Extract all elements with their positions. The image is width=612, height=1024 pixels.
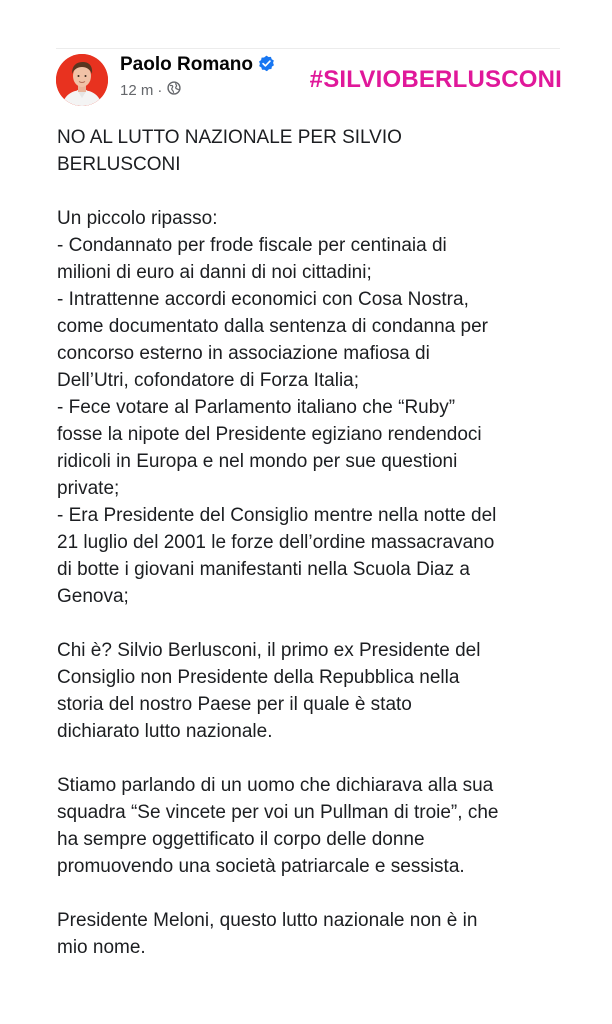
post-text-line: Genova; [57,586,129,607]
post-text-line: - Fece votare al Parlamento italiano che “Ruby” [57,397,456,418]
post-timestamp[interactable]: 12 m [120,81,154,99]
post-text-line: milioni di euro ai danni di noi cittadini; [57,262,372,283]
paragraph-spacer [57,178,577,205]
post-text-line: BERLUSCONI [57,154,181,175]
post-text-line: come documentato dalla sentenza di condanna per [57,316,488,337]
author-name-row [120,54,275,78]
post-text-line: Dell’Utri, cofondatore di Forza Italia; [57,370,360,391]
post-text-line: - Era Presidente del Consiglio mentre nella notte del [57,505,497,526]
post-text-line: di botte i giovani manifestanti nella Scuola Diaz a [57,559,470,580]
post-text-line: promuovendo una società patriarcale e sessista. [57,856,465,877]
post-text-line: - Intrattenne accordi economici con Cosa Nostra, [57,289,469,310]
post-text-line: mio nome. [57,937,146,958]
post-body [57,124,577,961]
post-paragraph [57,637,577,745]
post-text-line: squadra “Se vincete per voi un Pullman di troie”, che [57,802,499,823]
paragraph-spacer [57,610,577,637]
post-paragraph [57,205,577,610]
post-text-line: storia del nostro Paese per il quale è stato [57,694,412,715]
post-text-line: Chi è? Silvio Berlusconi, il primo ex Presidente del [57,640,481,661]
globe-icon[interactable] [167,81,181,99]
post-text-line: Consiglio non Presidente della Repubblica nella [57,667,460,688]
hashtag-label[interactable]: #SILVIOBERLUSCONI [309,66,562,93]
post-text-line: ridicoli in Europa e nel mondo per sue questioni [57,451,458,472]
post-text-line: 21 luglio del 2001 le forze dell’ordine massacravano [57,532,495,553]
post-text-line: Stiamo parlando di un uomo che dichiarava alla sua [57,775,494,796]
post-text-line: NO AL LUTTO NAZIONALE PER SILVIO [57,127,402,148]
verified-badge-icon [258,55,275,78]
post-text-line: ha sempre oggettificato il corpo delle donne [57,829,425,850]
paragraph-spacer [57,745,577,772]
post-text-line: - Condannato per frode fiscale per centinaia di [57,235,447,256]
post-text-line: concorso esterno in associazione mafiosa di [57,343,430,364]
paragraph-spacer [57,880,577,907]
post-text-line: fosse la nipote del Presidente egiziano rendendoci [57,424,482,445]
post-text-line: dichiarato lutto nazionale. [57,721,273,742]
post-text-line: Presidente Meloni, questo lutto nazionale non è in [57,910,478,931]
post-paragraph [57,907,577,961]
avatar[interactable] [56,54,108,106]
post-paragraph [57,124,577,178]
avatar-portrait-icon [56,54,108,106]
author-name[interactable]: Paolo Romano [120,54,254,75]
post-text-line: Un piccolo ripasso: [57,208,218,229]
meta-separator: · [157,81,163,99]
post-paragraph [57,772,577,880]
post-text-line: private; [57,478,120,499]
post-header [56,48,566,108]
post-meta [120,81,181,99]
